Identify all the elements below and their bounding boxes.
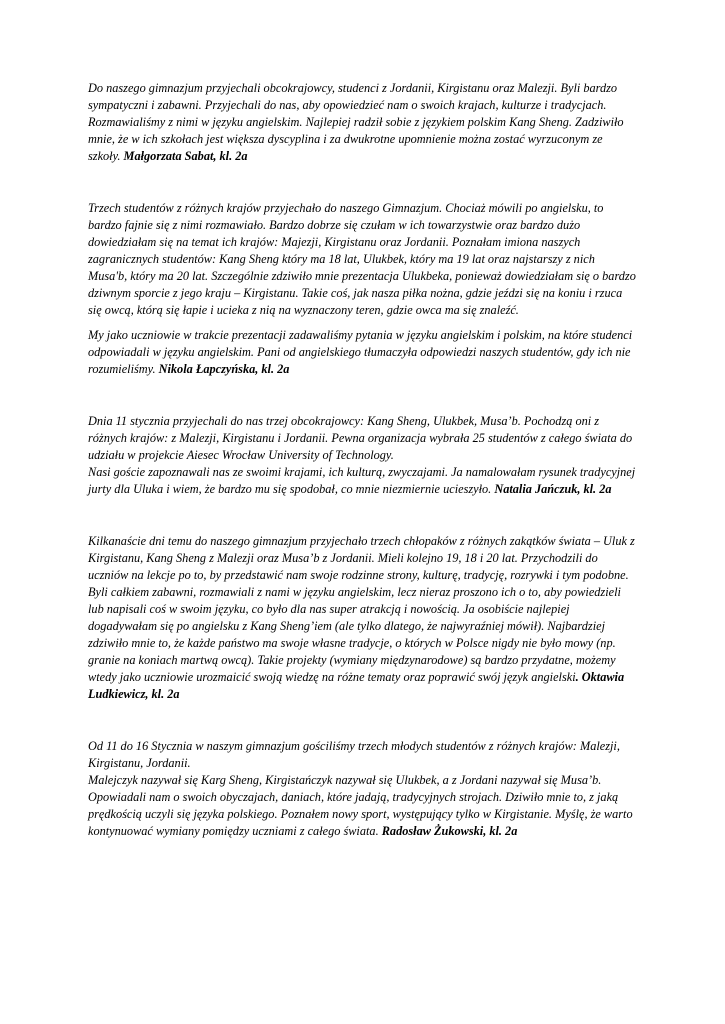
entry-text: Kilkanaście dni temu do naszego gimnazjum przyjechało trzech chłopaków z różnych zakątków świata – Uluk z Kirgistanu, Kang Sheng z Malezji oraz Musa’b z Jordanii. Mieli kolejno 19, 18 i 20 lat. Przychodzili do uczniów na lekcje po to, by przedstawić nam swoje rodzinne strony, kulturę, tradycję, rozrywki i tym podobne. Byli całkiem zabawni, rozmawiali z nami w języku angielskim, lecz nieraz proszono ich o to, aby powiedzieli lub napisali coś w swoim języku, co było dla nas super atrakcją i nowością. Ja osobiście najlepiej dogadywałam się po angielsku z Kang Sheng’iem (ale tylko dlatego, że najwyraźniej mówił). Najbardziej zdziwiło mnie to, że każde państwo ma swoje własne tradycje, o których w Polsce nigdy nie było mowy (np. granie na koniach martwą owcą). Takie projekty (wymiany międzynarodowe) są bardzo przydatne, możemy wtedy jako uczniowie urozmaicić swoją wiedzę na różne tematy oraz poprawić swój język angielski [88, 534, 635, 684]
student-entry [88, 533, 636, 703]
author-signature: Natalia Jańczuk, kl. 2a [494, 482, 612, 496]
entry-text: Nasi goście zapoznawali nas ze swoimi krajami, ich kulturą, zwyczajami. Ja namalowałam rysunek tradycyjnej jurty dla Uluka i wiem, że bardzo mu się spodobał, co mnie niezmiernie ucieszyło. [88, 465, 636, 496]
student-entry [88, 413, 636, 498]
entry-paragraph [88, 738, 636, 840]
document-page [88, 80, 636, 840]
entry-text: My jako uczniowie w trakcie prezentacji zadawaliśmy pytania w języku angielskim i polskim, na które studenci odpowiadali w języku angielskim. Pani od angielskiego tłumaczyła odpowiedzi naszych studentów, gdy ich nie rozumieliśmy. [88, 328, 633, 376]
entry-paragraph [88, 200, 636, 319]
author-signature: Radosław Żukowski, kl. 2a [381, 824, 518, 838]
entry-text: Dnia 11 stycznia przyjechali do nas trzej obcokrajowcy: Kang Sheng, Ulukbek, Musa’b. Pochodzą oni z różnych krajów: z Malezji, Kirgistanu i Jordanii. Pewna organizacja wybrała 25 studentów z całego świata do udziału w projekcie Aiesec Wrocław University of Technology. [88, 414, 633, 462]
student-entry [88, 738, 636, 840]
entry-paragraph [88, 80, 636, 165]
entry-paragraph [88, 413, 636, 498]
student-entry [88, 80, 636, 165]
entry-paragraph [88, 533, 636, 703]
entry-text: Od 11 do 16 Stycznia w naszym gimnazjum gościliśmy trzech młodych studentów z różnych krajów: Malezji, Kirgistanu, Jordanii. [88, 739, 620, 770]
student-entry [88, 200, 636, 378]
entry-text: Do naszego gimnazjum przyjechali obcokrajowcy, studenci z Jordanii, Kirgistanu oraz Malezji. Byli bardzo sympatyczni i zabawni. Przyjechali do nas, aby opowiedzieć nam o swoich krajach, kulturze i tradycjach. Rozmawialiśmy z nimi w języku angielskim. Najlepiej radził sobie z językiem polskim Kang Sheng. Zadziwiło mnie, że w ich szkołach jest większa dyscyplina i za dwukrotne upomnienie można zostać wyrzuconym ze szkoły. [88, 81, 624, 163]
entry-text: Malejczyk nazywał się Karg Sheng, Kirgistańczyk nazywał się Ulukbek, a z Jordani nazywał się Musa’b. Opowiadali nam o swoich obyczajach, daniach, które jadają, tradycyjnych strojach. Dziwiło mnie to, z jaką prędkością uczyli się języka polskiego. Poznałem nowy sport, występujący tylko w Kirgistanie. Myślę, że warto kontynuować wymiany pomiędzy uczniami z całego świata. [88, 773, 633, 838]
entry-text: Trzech studentów z różnych krajów przyjechało do naszego Gimnazjum. Chociaż mówili po angielsku, to bardzo fajnie się z nimi rozmawiało. Bardzo dobrze się czułam w ich towarzystwie oraz bardzo dużo dowiedziałam się na temat ich krajów: Majezji, Kirgistanu oraz Jordanii. Poznałam imiona naszych zagranicznych studentów: Kang Sheng który ma 18 lat, Ulukbek, który ma 19 lat oraz najstarszy z nich Musa'b, który ma 20 lat. Szczególnie zdziwiło mnie prezentacja Ulukbeka, ponieważ dowiedziałam się o bardzo dziwnym sporcie z jego kraju – Kirgistanu. Takie coś, jak nasza piłka nożna, gdzie jeździ się na koniu i rzuca się owcą, którą się łapie i ucieka z nią na wyznaczony teren, gdzie owca ma się znaleźć. [88, 201, 636, 317]
author-signature: Małgorzata Sabat, kl. 2a [123, 149, 248, 163]
author-signature: . Oktawia Ludkiewicz, kl. 2a [88, 670, 625, 701]
entry-paragraph [88, 327, 636, 378]
author-signature: Nikola Łapczyńska, kl. 2a [158, 362, 290, 376]
